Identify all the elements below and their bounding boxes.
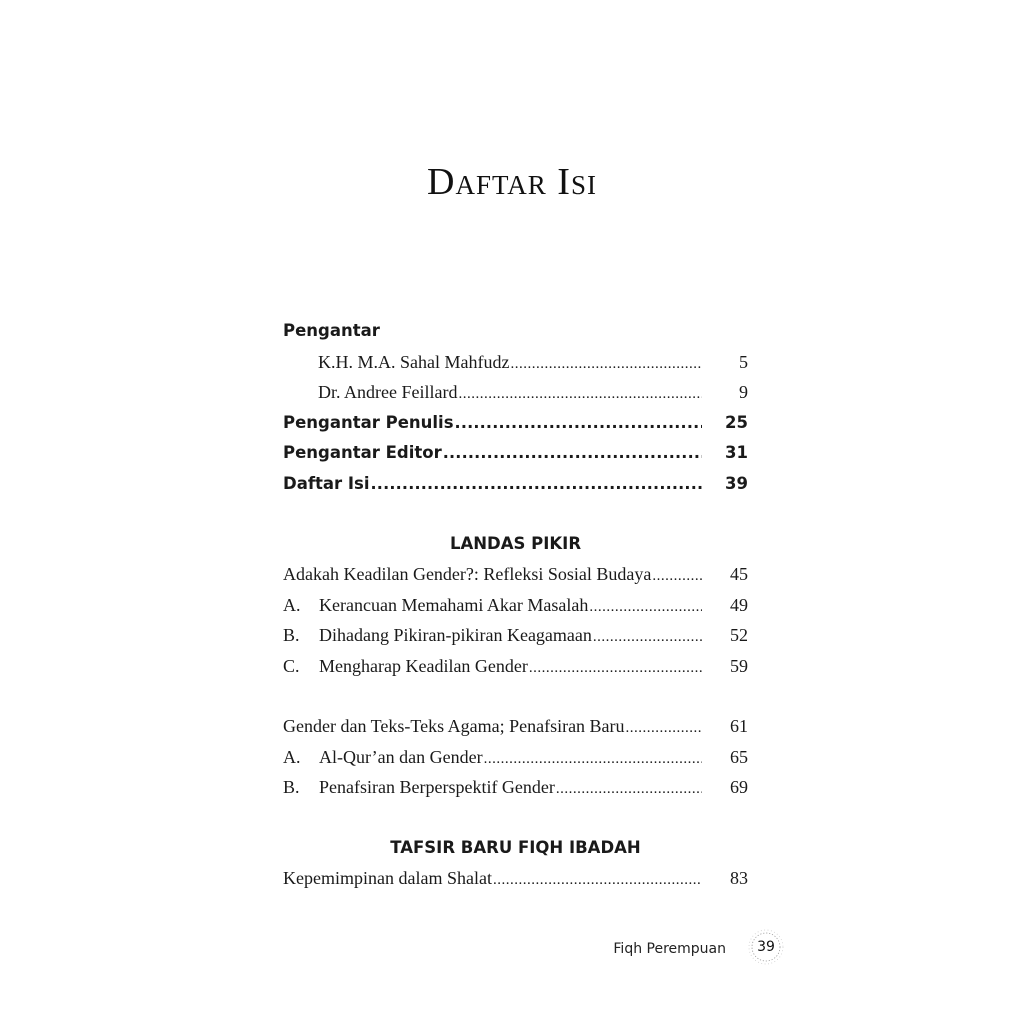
dot-leader xyxy=(652,561,702,592)
toc-entry xyxy=(283,408,748,439)
page-number-badge xyxy=(746,927,786,967)
section-heading-tafsir-baru: TAFSIR BARU FIQH IBADAH xyxy=(390,837,641,857)
toc-page-number: 65 xyxy=(730,746,748,767)
toc-heading-pengantar xyxy=(283,316,748,347)
toc-letter: B. xyxy=(283,777,300,797)
toc-entry xyxy=(283,469,748,500)
toc-label: Penafsiran Berperspektif Gender xyxy=(319,777,555,797)
toc-chapter xyxy=(283,863,748,894)
toc-label: Kerancuan Memahami Akar Masalah xyxy=(319,594,589,615)
toc-page-number: 5 xyxy=(739,351,748,372)
toc-chapter xyxy=(283,559,748,590)
dot-leader xyxy=(589,592,702,623)
toc-page-number: 59 xyxy=(730,655,748,676)
toc-letter: A. xyxy=(283,594,301,615)
toc-subentry xyxy=(283,620,748,651)
dot-leader xyxy=(510,349,702,380)
toc-page-number: 25 xyxy=(725,412,748,432)
toc-label: Dr. Andree Feillard xyxy=(318,382,458,402)
dot-leader xyxy=(484,744,702,775)
toc-subentry xyxy=(283,772,748,803)
toc-label: Daftar Isi xyxy=(283,473,370,493)
toc-label: K.H. M.A. Sahal Mahfudz xyxy=(318,351,510,372)
toc-subentry xyxy=(283,651,748,682)
section-heading-landas-pikir: LANDAS PIKIR xyxy=(449,534,582,553)
toc-label: Al-Qur’an dan Gender xyxy=(319,746,483,767)
toc-chapter xyxy=(283,711,748,742)
dot-leader xyxy=(626,713,702,744)
page-title: Daftar Isi xyxy=(427,161,597,203)
toc-letter: C. xyxy=(283,655,300,676)
toc-label: Kepemimpinan dalam Shalat xyxy=(283,867,492,888)
toc-entry xyxy=(283,438,748,469)
toc-page-number: 39 xyxy=(725,473,748,493)
toc-page-number: 9 xyxy=(739,382,748,402)
dot-leader xyxy=(593,622,702,653)
toc-subentry xyxy=(283,742,748,773)
toc-page-number: 45 xyxy=(730,564,748,584)
toc-label: Pengantar Editor xyxy=(283,443,442,462)
toc-page-number: 69 xyxy=(730,777,748,797)
toc-label: Mengharap Keadilan Gender xyxy=(319,655,528,676)
toc-label: Gender dan Teks-Teks Agama; Penafsiran Baru xyxy=(283,716,625,736)
running-footer-title: Fiqh Perempuan xyxy=(613,941,726,957)
dot-leader xyxy=(371,469,702,500)
dot-leader xyxy=(455,408,702,439)
dot-leader xyxy=(556,774,702,805)
dot-leader xyxy=(529,653,702,684)
toc-letter: B. xyxy=(283,625,300,645)
dot-leader xyxy=(493,865,702,896)
toc-letter: A. xyxy=(283,746,301,767)
toc-page-number: 31 xyxy=(725,443,748,462)
toc-label: Pengantar xyxy=(283,321,380,340)
toc-subentry xyxy=(283,590,748,621)
toc-label: Adakah Keadilan Gender?: Refleksi Sosial Budaya xyxy=(283,564,652,584)
page-number: 39 xyxy=(757,939,775,955)
toc-page-number: 61 xyxy=(730,716,748,736)
dot-leader xyxy=(443,438,702,469)
toc-entry xyxy=(283,377,748,408)
toc-page-number: 52 xyxy=(730,625,748,645)
toc-label: Dihadang Pikiran-pikiran Keagamaan xyxy=(319,625,592,645)
toc-page-number: 83 xyxy=(730,867,748,888)
toc-entry xyxy=(283,347,748,378)
toc-page-number: 49 xyxy=(730,594,748,615)
toc-label: Pengantar Penulis xyxy=(283,412,454,432)
dot-leader xyxy=(458,379,702,410)
table-of-contents xyxy=(283,316,748,893)
